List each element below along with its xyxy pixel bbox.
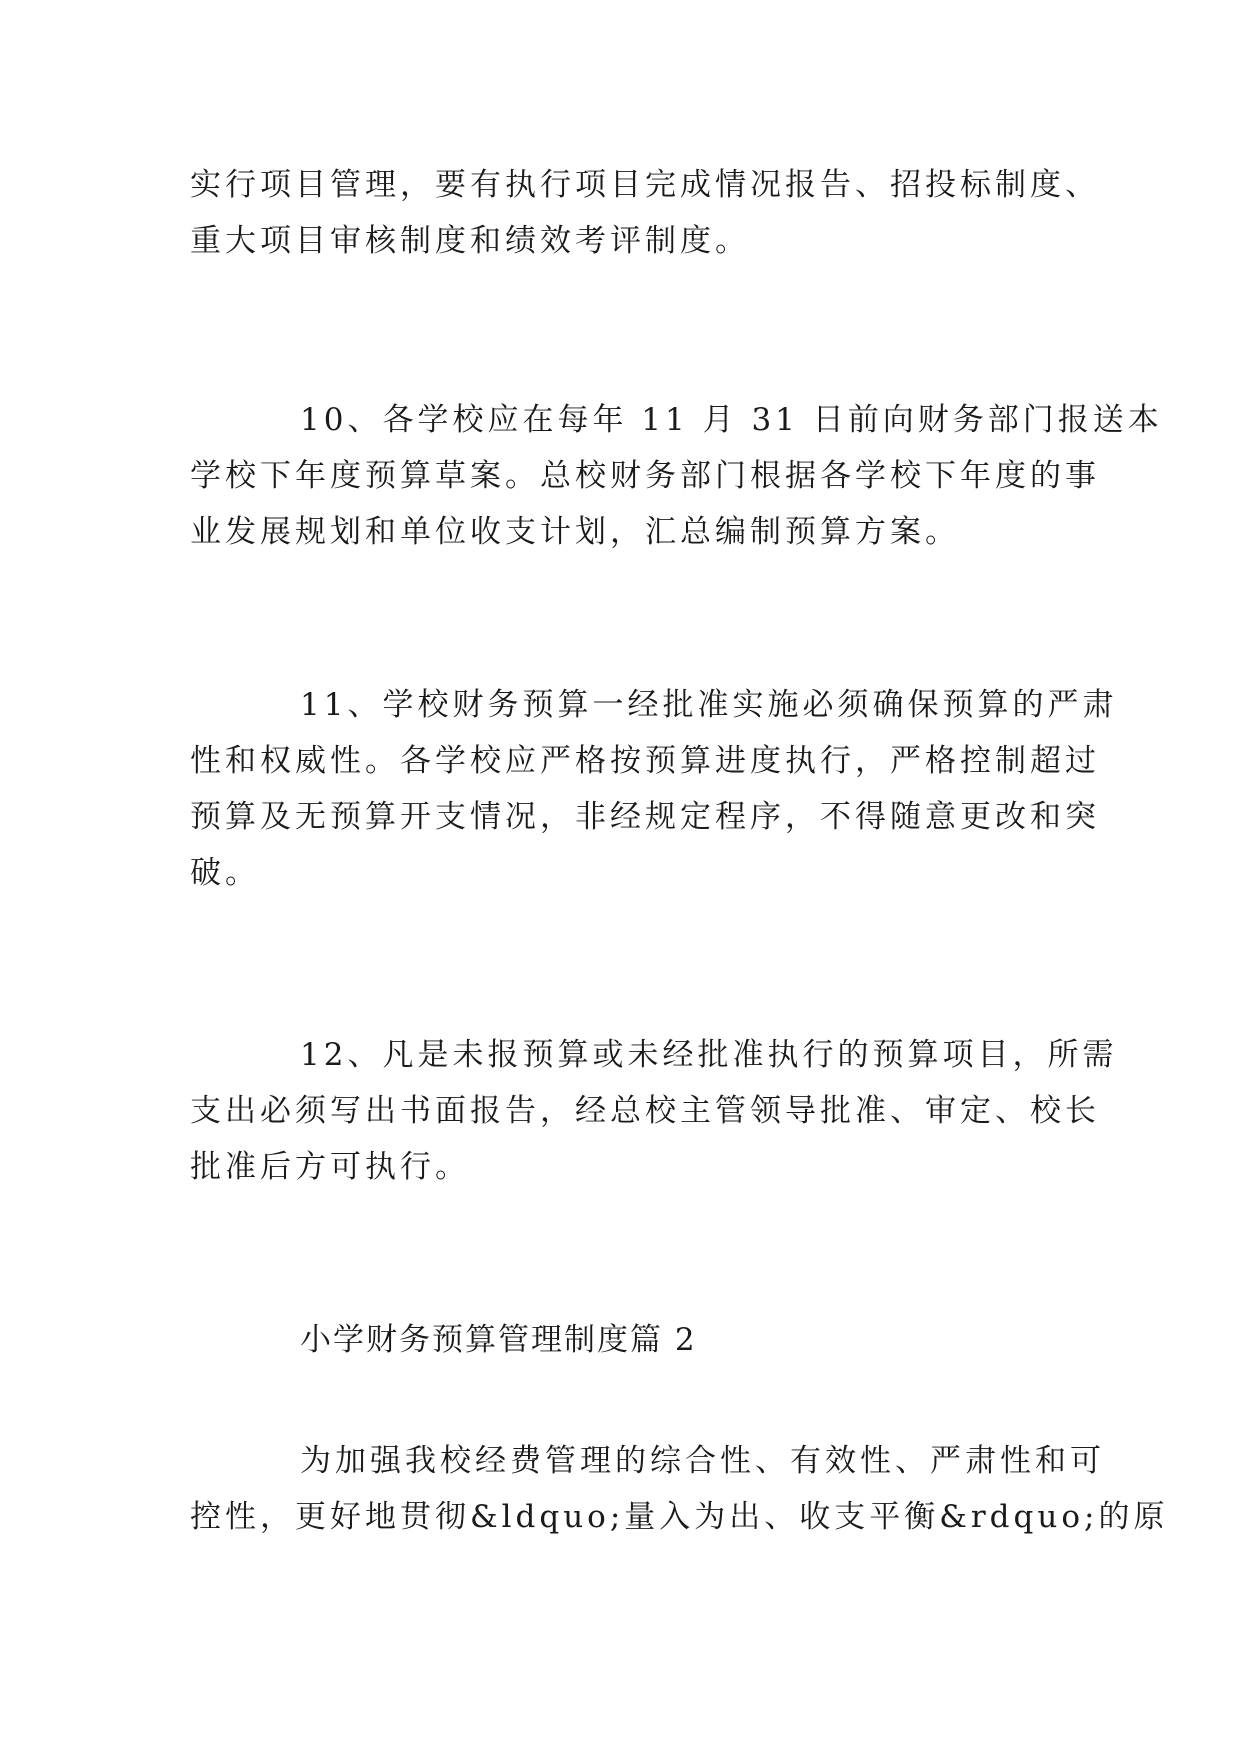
paragraph-line: 破。 <box>190 855 260 891</box>
paragraph-line: 预算及无预算开支情况，非经规定程序，不得随意更改和突 <box>190 799 1100 835</box>
paragraph-line: 性和权威性。各学校应严格按预算进度执行，严格控制超过 <box>190 743 1100 779</box>
paragraph-line: 为加强我校经费管理的综合性、有效性、严肃性和可 <box>300 1443 1105 1479</box>
paragraph-line: 实行项目管理，要有执行项目完成情况报告、招投标制度、 <box>190 167 1100 203</box>
paragraph-line: 重大项目审核制度和绩效考评制度。 <box>190 223 750 259</box>
paragraph-line: 12、凡是未报预算或未经批准执行的预算项目，所需 <box>300 1037 1118 1073</box>
paragraph-line: 支出必须写出书面报告，经总校主管领导批准、审定、校长 <box>190 1093 1100 1129</box>
section-heading: 小学财务预算管理制度篇 2 <box>300 1322 697 1358</box>
paragraph-line: 批准后方可执行。 <box>190 1149 470 1185</box>
paragraph-line: 11、学校财务预算一经批准实施必须确保预算的严肃 <box>300 687 1118 723</box>
paragraph-line: 10、各学校应在每年 11 月 31 日前向财务部门报送本 <box>300 402 1163 438</box>
paragraph-line: 学校下年度预算草案。总校财务部门根据各学校下年度的事 <box>190 458 1100 494</box>
paragraph-line: 业发展规划和单位收支计划，汇总编制预算方案。 <box>190 514 960 550</box>
paragraph-line: 控性，更好地贯彻&ldquo;量入为出、收支平衡&rdquo;的原 <box>190 1499 1169 1535</box>
